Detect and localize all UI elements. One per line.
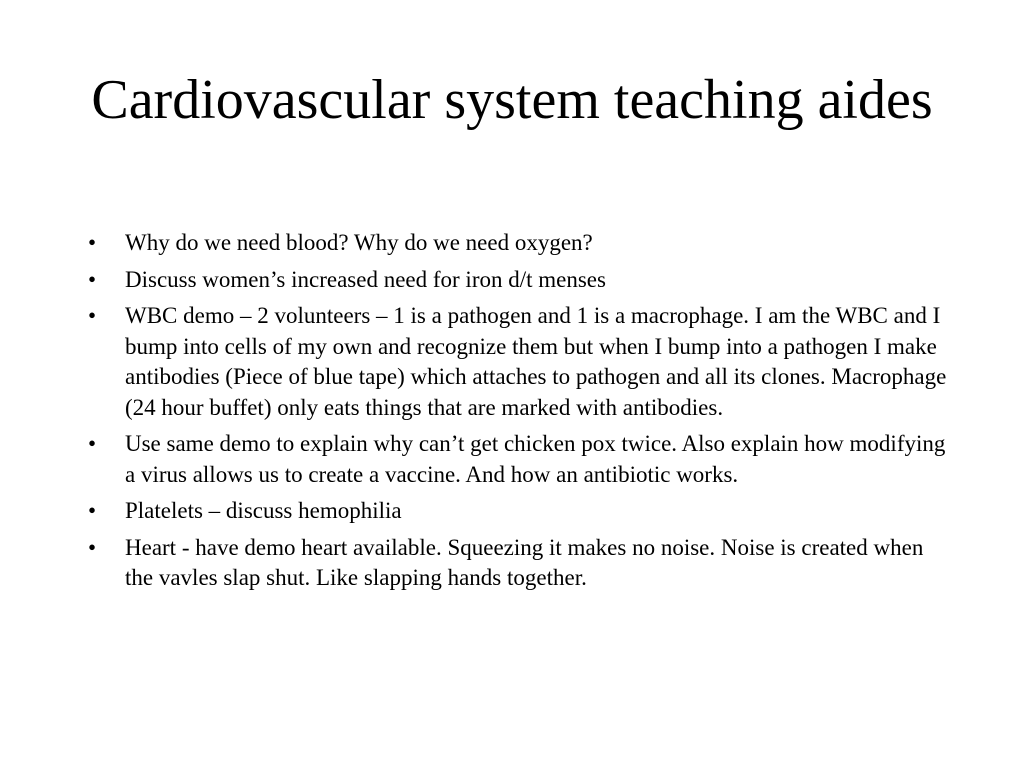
- bullet-item-chicken-pox: [88, 429, 948, 490]
- bullet-text: Platelets – discuss hemophilia: [125, 498, 402, 523]
- bullet-text: Discuss women’s increased need for iron d/t menses: [125, 266, 606, 292]
- slide-title: Cardiovascular system teaching aides: [91, 69, 933, 131]
- bullet-text: Why do we need blood? Why do we need oxygen?: [125, 230, 593, 255]
- bullet-item-platelets: [88, 496, 948, 527]
- bullet-icon: •: [88, 534, 97, 560]
- bullet-icon: •: [88, 266, 97, 292]
- bullet-icon: •: [88, 431, 97, 456]
- bullet-icon: •: [88, 230, 97, 255]
- bullet-text: Use same demo to explain why can’t get chicken pox twice. Also explain how modifying a virus allows us to create a vaccine. And how an antibiotic works.: [125, 431, 946, 487]
- bullet-text: WBC demo – 2 volunteers – 1 is a pathogen and 1 is a macrophage. I am the WBC and I bump into cells of my own and recognize them but when I bump into a pathogen I make antibodies (Piece of blue tape) which attaches to pathogen and all its clones. Macrophage (24 hour buffet) only eats things that are marked with antibodies.: [125, 303, 947, 420]
- bullet-list: [88, 228, 948, 600]
- bullet-item-wbc-demo: [88, 301, 948, 423]
- bullet-item-blood-oxygen: [88, 228, 948, 259]
- bullet-item-iron: [88, 265, 948, 296]
- bullet-icon: •: [88, 303, 97, 328]
- bullet-item-heart: [88, 533, 948, 594]
- bullet-text: Heart - have demo heart available. Squeezing it makes no noise. Noise is created when the vavles slap shut. Like slapping hands together.: [125, 534, 924, 590]
- bullet-icon: •: [88, 498, 97, 523]
